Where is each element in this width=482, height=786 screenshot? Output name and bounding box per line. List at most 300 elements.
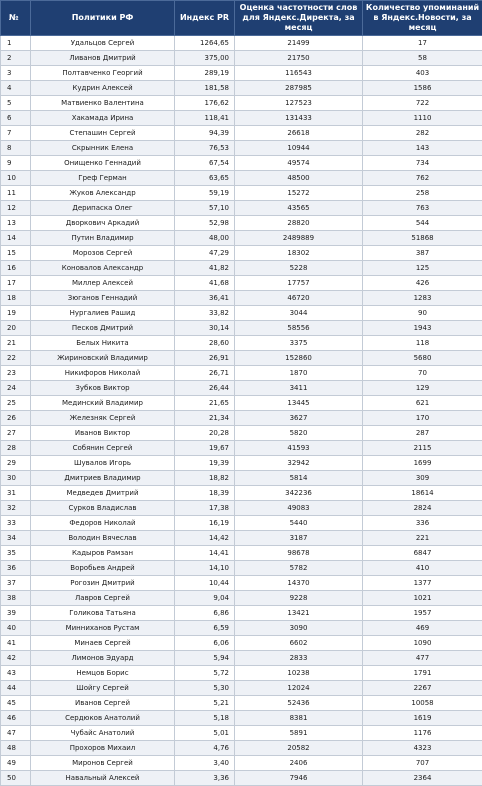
table-body	[1, 36, 482, 786]
politician-name: Миллер Алексей	[31, 276, 175, 291]
pr-index-value: 3,40	[175, 756, 235, 771]
politician-name: Медведев Дмитрий	[31, 486, 175, 501]
politician-name: Жуков Александр	[31, 186, 175, 201]
politician-name: Лимонов Эдуард	[31, 651, 175, 666]
pr-index-value: 33,82	[175, 306, 235, 321]
mentions-value: 129	[363, 381, 482, 396]
row-number: 31	[1, 486, 31, 501]
frequency-value: 13421	[235, 606, 363, 621]
table-row	[1, 276, 482, 291]
frequency-value: 287985	[235, 81, 363, 96]
mentions-value: 309	[363, 471, 482, 486]
politician-name: Дерипаска Олег	[31, 201, 175, 216]
table-row	[1, 621, 482, 636]
pr-index-value: 67,54	[175, 156, 235, 171]
frequency-value: 116543	[235, 66, 363, 81]
politician-name: Прохоров Михаил	[31, 741, 175, 756]
frequency-value: 17757	[235, 276, 363, 291]
politician-name: Федоров Николай	[31, 516, 175, 531]
frequency-value: 5820	[235, 426, 363, 441]
row-number: 44	[1, 681, 31, 696]
frequency-value: 3411	[235, 381, 363, 396]
mentions-value: 1943	[363, 321, 482, 336]
frequency-value: 2489889	[235, 231, 363, 246]
frequency-value: 3375	[235, 336, 363, 351]
politician-name: Кадыров Рамзан	[31, 546, 175, 561]
table-header	[1, 1, 482, 36]
row-number: 27	[1, 426, 31, 441]
politician-name: Минаев Сергей	[31, 636, 175, 651]
table-row	[1, 336, 482, 351]
row-number: 3	[1, 66, 31, 81]
politician-name: Собянин Сергей	[31, 441, 175, 456]
pr-index-value: 28,60	[175, 336, 235, 351]
table-row	[1, 426, 482, 441]
politician-name: Навальный Алексей	[31, 771, 175, 786]
mentions-value: 544	[363, 216, 482, 231]
politician-name: Миронов Сергей	[31, 756, 175, 771]
frequency-value: 131433	[235, 111, 363, 126]
table-row	[1, 666, 482, 681]
table-row	[1, 111, 482, 126]
pr-index-value: 19,67	[175, 441, 235, 456]
pr-index-value: 18,39	[175, 486, 235, 501]
politician-name: Воробьев Андрей	[31, 561, 175, 576]
pr-index-value: 14,42	[175, 531, 235, 546]
pr-index-value: 118,41	[175, 111, 235, 126]
table-row	[1, 396, 482, 411]
pr-index-value: 26,71	[175, 366, 235, 381]
row-number: 22	[1, 351, 31, 366]
politician-name: Зюганов Геннадий	[31, 291, 175, 306]
politician-name: Володин Вячеслав	[31, 531, 175, 546]
table-row	[1, 546, 482, 561]
table-row	[1, 216, 482, 231]
table-row	[1, 516, 482, 531]
frequency-value: 5814	[235, 471, 363, 486]
mentions-value: 477	[363, 651, 482, 666]
frequency-value: 49574	[235, 156, 363, 171]
mentions-value: 1619	[363, 711, 482, 726]
pr-index-value: 41,82	[175, 261, 235, 276]
pr-index-value: 10,44	[175, 576, 235, 591]
table-row	[1, 171, 482, 186]
mentions-value: 707	[363, 756, 482, 771]
frequency-value: 12024	[235, 681, 363, 696]
table-row	[1, 411, 482, 426]
mentions-value: 1090	[363, 636, 482, 651]
politician-name: Железняк Сергей	[31, 411, 175, 426]
politician-name: Ливанов Дмитрий	[31, 51, 175, 66]
mentions-value: 118	[363, 336, 482, 351]
pr-index-value: 5,01	[175, 726, 235, 741]
mentions-value: 2267	[363, 681, 482, 696]
table-row	[1, 636, 482, 651]
table-row	[1, 441, 482, 456]
table-row	[1, 141, 482, 156]
mentions-value: 1586	[363, 81, 482, 96]
frequency-value: 3090	[235, 621, 363, 636]
frequency-value: 127523	[235, 96, 363, 111]
row-number: 4	[1, 81, 31, 96]
table-row	[1, 561, 482, 576]
frequency-value: 15272	[235, 186, 363, 201]
pr-index-value: 6,06	[175, 636, 235, 651]
table-row	[1, 36, 482, 51]
row-number: 24	[1, 381, 31, 396]
frequency-value: 20582	[235, 741, 363, 756]
pr-index-value: 6,86	[175, 606, 235, 621]
mentions-value: 410	[363, 561, 482, 576]
frequency-value: 13445	[235, 396, 363, 411]
table-row	[1, 201, 482, 216]
table-row	[1, 66, 482, 81]
mentions-value: 18614	[363, 486, 482, 501]
mentions-value: 403	[363, 66, 482, 81]
politician-name: Нургалиев Рашид	[31, 306, 175, 321]
row-number: 21	[1, 336, 31, 351]
row-number: 1	[1, 36, 31, 51]
row-number: 11	[1, 186, 31, 201]
frequency-value: 1870	[235, 366, 363, 381]
mentions-value: 143	[363, 141, 482, 156]
table-row	[1, 606, 482, 621]
mentions-value: 1791	[363, 666, 482, 681]
table-row	[1, 711, 482, 726]
pr-index-value: 41,68	[175, 276, 235, 291]
mentions-value: 170	[363, 411, 482, 426]
table-row	[1, 186, 482, 201]
politician-name: Иванов Сергей	[31, 696, 175, 711]
frequency-value: 10944	[235, 141, 363, 156]
pr-index-value: 9,04	[175, 591, 235, 606]
mentions-value: 469	[363, 621, 482, 636]
mentions-value: 17	[363, 36, 482, 51]
row-number: 13	[1, 216, 31, 231]
frequency-value: 14370	[235, 576, 363, 591]
politician-name: Лавров Сергей	[31, 591, 175, 606]
pr-index-value: 26,91	[175, 351, 235, 366]
politician-name: Немцов Борис	[31, 666, 175, 681]
politician-name: Дмитриев Владимир	[31, 471, 175, 486]
frequency-value: 5440	[235, 516, 363, 531]
row-number: 33	[1, 516, 31, 531]
frequency-value: 6602	[235, 636, 363, 651]
politician-name: Белых Никита	[31, 336, 175, 351]
frequency-value: 52436	[235, 696, 363, 711]
row-number: 18	[1, 291, 31, 306]
frequency-value: 21750	[235, 51, 363, 66]
row-number: 47	[1, 726, 31, 741]
frequency-value: 18302	[235, 246, 363, 261]
politician-name: Кудрин Алексей	[31, 81, 175, 96]
politician-name: Шойгу Сергей	[31, 681, 175, 696]
politician-name: Степашин Сергей	[31, 126, 175, 141]
mentions-value: 1957	[363, 606, 482, 621]
pr-index-value: 47,29	[175, 246, 235, 261]
pr-index-value: 18,82	[175, 471, 235, 486]
politician-name: Матвиенко Валентина	[31, 96, 175, 111]
mentions-value: 336	[363, 516, 482, 531]
mentions-value: 1021	[363, 591, 482, 606]
row-number: 14	[1, 231, 31, 246]
table-row	[1, 486, 482, 501]
mentions-value: 762	[363, 171, 482, 186]
table-row	[1, 756, 482, 771]
mentions-value: 1283	[363, 291, 482, 306]
row-number: 36	[1, 561, 31, 576]
pr-index-value: 4,76	[175, 741, 235, 756]
table-row	[1, 456, 482, 471]
row-number: 2	[1, 51, 31, 66]
frequency-value: 46720	[235, 291, 363, 306]
row-number: 28	[1, 441, 31, 456]
header-yandex-direct-frequency: Оценка частотности слов для Яндекс.Директа, за месяц	[235, 1, 363, 36]
politician-name: Зубков Виктор	[31, 381, 175, 396]
table-row	[1, 96, 482, 111]
politician-name: Сердюков Анатолий	[31, 711, 175, 726]
table-row	[1, 51, 482, 66]
mentions-value: 734	[363, 156, 482, 171]
row-number: 26	[1, 411, 31, 426]
mentions-value: 763	[363, 201, 482, 216]
table-row	[1, 231, 482, 246]
mentions-value: 1699	[363, 456, 482, 471]
pr-index-value: 21,65	[175, 396, 235, 411]
mentions-value: 221	[363, 531, 482, 546]
frequency-value: 5228	[235, 261, 363, 276]
politician-name: Никифоров Николай	[31, 366, 175, 381]
row-number: 50	[1, 771, 31, 786]
frequency-value: 2406	[235, 756, 363, 771]
frequency-value: 342236	[235, 486, 363, 501]
pr-index-value: 14,41	[175, 546, 235, 561]
row-number: 17	[1, 276, 31, 291]
pr-index-value: 94,39	[175, 126, 235, 141]
pr-index-value: 48,00	[175, 231, 235, 246]
table-row	[1, 246, 482, 261]
row-number: 6	[1, 111, 31, 126]
row-number: 32	[1, 501, 31, 516]
row-number: 8	[1, 141, 31, 156]
row-number: 10	[1, 171, 31, 186]
mentions-value: 2364	[363, 771, 482, 786]
row-number: 19	[1, 306, 31, 321]
pr-index-value: 181,58	[175, 81, 235, 96]
frequency-value: 32942	[235, 456, 363, 471]
pr-index-value: 14,10	[175, 561, 235, 576]
row-number: 9	[1, 156, 31, 171]
table-row	[1, 81, 482, 96]
header-number: №	[1, 1, 31, 36]
politician-name: Удальцов Сергей	[31, 36, 175, 51]
table-row	[1, 681, 482, 696]
mentions-value: 282	[363, 126, 482, 141]
frequency-value: 48500	[235, 171, 363, 186]
frequency-value: 21499	[235, 36, 363, 51]
table-row	[1, 306, 482, 321]
table-row	[1, 381, 482, 396]
mentions-value: 6847	[363, 546, 482, 561]
pr-index-value: 30,14	[175, 321, 235, 336]
pr-index-value: 19,39	[175, 456, 235, 471]
mentions-value: 287	[363, 426, 482, 441]
table-row	[1, 156, 482, 171]
table-row	[1, 591, 482, 606]
politician-name: Минниханов Рустам	[31, 621, 175, 636]
mentions-value: 58	[363, 51, 482, 66]
table-row	[1, 366, 482, 381]
header-pr-index: Индекс PR	[175, 1, 235, 36]
table-row	[1, 771, 482, 786]
frequency-value: 5891	[235, 726, 363, 741]
pr-index-value: 26,44	[175, 381, 235, 396]
mentions-value: 4323	[363, 741, 482, 756]
frequency-value: 41593	[235, 441, 363, 456]
mentions-value: 10058	[363, 696, 482, 711]
politician-name: Чубайс Анатолий	[31, 726, 175, 741]
mentions-value: 1110	[363, 111, 482, 126]
mentions-value: 1377	[363, 576, 482, 591]
header-row	[1, 1, 482, 36]
politician-name: Коновалов Александр	[31, 261, 175, 276]
politician-name: Мединский Владимир	[31, 396, 175, 411]
politician-name: Сурков Владислав	[31, 501, 175, 516]
pr-index-value: 375,00	[175, 51, 235, 66]
row-number: 35	[1, 546, 31, 561]
politician-name: Жириновский Владимир	[31, 351, 175, 366]
pr-index-value: 36,41	[175, 291, 235, 306]
mentions-value: 51868	[363, 231, 482, 246]
table-row	[1, 531, 482, 546]
frequency-value: 3627	[235, 411, 363, 426]
frequency-value: 2833	[235, 651, 363, 666]
row-number: 39	[1, 606, 31, 621]
politician-name: Хакамада Ирина	[31, 111, 175, 126]
pr-index-value: 52,98	[175, 216, 235, 231]
pr-index-value: 76,53	[175, 141, 235, 156]
pr-index-value: 176,62	[175, 96, 235, 111]
header-politicians: Политики РФ	[31, 1, 175, 36]
frequency-value: 5782	[235, 561, 363, 576]
politician-name: Путин Владимир	[31, 231, 175, 246]
mentions-value: 5680	[363, 351, 482, 366]
row-number: 37	[1, 576, 31, 591]
frequency-value: 3187	[235, 531, 363, 546]
pr-index-value: 57,10	[175, 201, 235, 216]
politician-name: Шувалов Игорь	[31, 456, 175, 471]
mentions-value: 621	[363, 396, 482, 411]
row-number: 45	[1, 696, 31, 711]
row-number: 46	[1, 711, 31, 726]
table-row	[1, 351, 482, 366]
politician-name: Дворкович Аркадий	[31, 216, 175, 231]
politician-name: Иванов Виктор	[31, 426, 175, 441]
row-number: 7	[1, 126, 31, 141]
row-number: 12	[1, 201, 31, 216]
pr-index-value: 1264,65	[175, 36, 235, 51]
pr-index-value: 289,19	[175, 66, 235, 81]
table-row	[1, 261, 482, 276]
row-number: 40	[1, 621, 31, 636]
mentions-value: 70	[363, 366, 482, 381]
frequency-value: 58556	[235, 321, 363, 336]
header-yandex-news-mentions: Количество упоминаний в Яндекс.Новости, за месяц	[363, 1, 482, 36]
table-row	[1, 741, 482, 756]
politician-name: Скрынник Елена	[31, 141, 175, 156]
table-row	[1, 576, 482, 591]
frequency-value: 98678	[235, 546, 363, 561]
frequency-value: 10238	[235, 666, 363, 681]
table-row	[1, 321, 482, 336]
frequency-value: 28820	[235, 216, 363, 231]
row-number: 41	[1, 636, 31, 651]
mentions-value: 125	[363, 261, 482, 276]
frequency-value: 43565	[235, 201, 363, 216]
row-number: 15	[1, 246, 31, 261]
pr-index-value: 20,28	[175, 426, 235, 441]
row-number: 38	[1, 591, 31, 606]
table-row	[1, 501, 482, 516]
pr-index-value: 5,30	[175, 681, 235, 696]
row-number: 48	[1, 741, 31, 756]
pr-index-value: 5,94	[175, 651, 235, 666]
politician-name: Голикова Татьяна	[31, 606, 175, 621]
frequency-value: 8381	[235, 711, 363, 726]
mentions-value: 722	[363, 96, 482, 111]
mentions-value: 387	[363, 246, 482, 261]
mentions-value: 426	[363, 276, 482, 291]
frequency-value: 26618	[235, 126, 363, 141]
row-number: 30	[1, 471, 31, 486]
politician-name: Рогозин Дмитрий	[31, 576, 175, 591]
table-row	[1, 726, 482, 741]
politician-name: Морозов Сергей	[31, 246, 175, 261]
row-number: 43	[1, 666, 31, 681]
mentions-value: 2115	[363, 441, 482, 456]
row-number: 5	[1, 96, 31, 111]
pr-index-value: 59,19	[175, 186, 235, 201]
frequency-value: 3044	[235, 306, 363, 321]
table-row	[1, 471, 482, 486]
pr-index-value: 21,34	[175, 411, 235, 426]
frequency-value: 49083	[235, 501, 363, 516]
politician-name: Полтавченко Георгий	[31, 66, 175, 81]
frequency-value: 7946	[235, 771, 363, 786]
pr-index-value: 6,59	[175, 621, 235, 636]
row-number: 49	[1, 756, 31, 771]
table-row	[1, 696, 482, 711]
mentions-value: 1176	[363, 726, 482, 741]
row-number: 23	[1, 366, 31, 381]
pr-index-value: 16,19	[175, 516, 235, 531]
table-row	[1, 651, 482, 666]
mentions-value: 90	[363, 306, 482, 321]
pr-index-value: 5,72	[175, 666, 235, 681]
table-row	[1, 126, 482, 141]
row-number: 20	[1, 321, 31, 336]
pr-index-value: 5,18	[175, 711, 235, 726]
row-number: 25	[1, 396, 31, 411]
pr-index-value: 17,38	[175, 501, 235, 516]
frequency-value: 9228	[235, 591, 363, 606]
pr-index-value: 5,21	[175, 696, 235, 711]
row-number: 42	[1, 651, 31, 666]
politician-name: Песков Дмитрий	[31, 321, 175, 336]
row-number: 16	[1, 261, 31, 276]
pr-index-value: 3,36	[175, 771, 235, 786]
frequency-value: 152860	[235, 351, 363, 366]
